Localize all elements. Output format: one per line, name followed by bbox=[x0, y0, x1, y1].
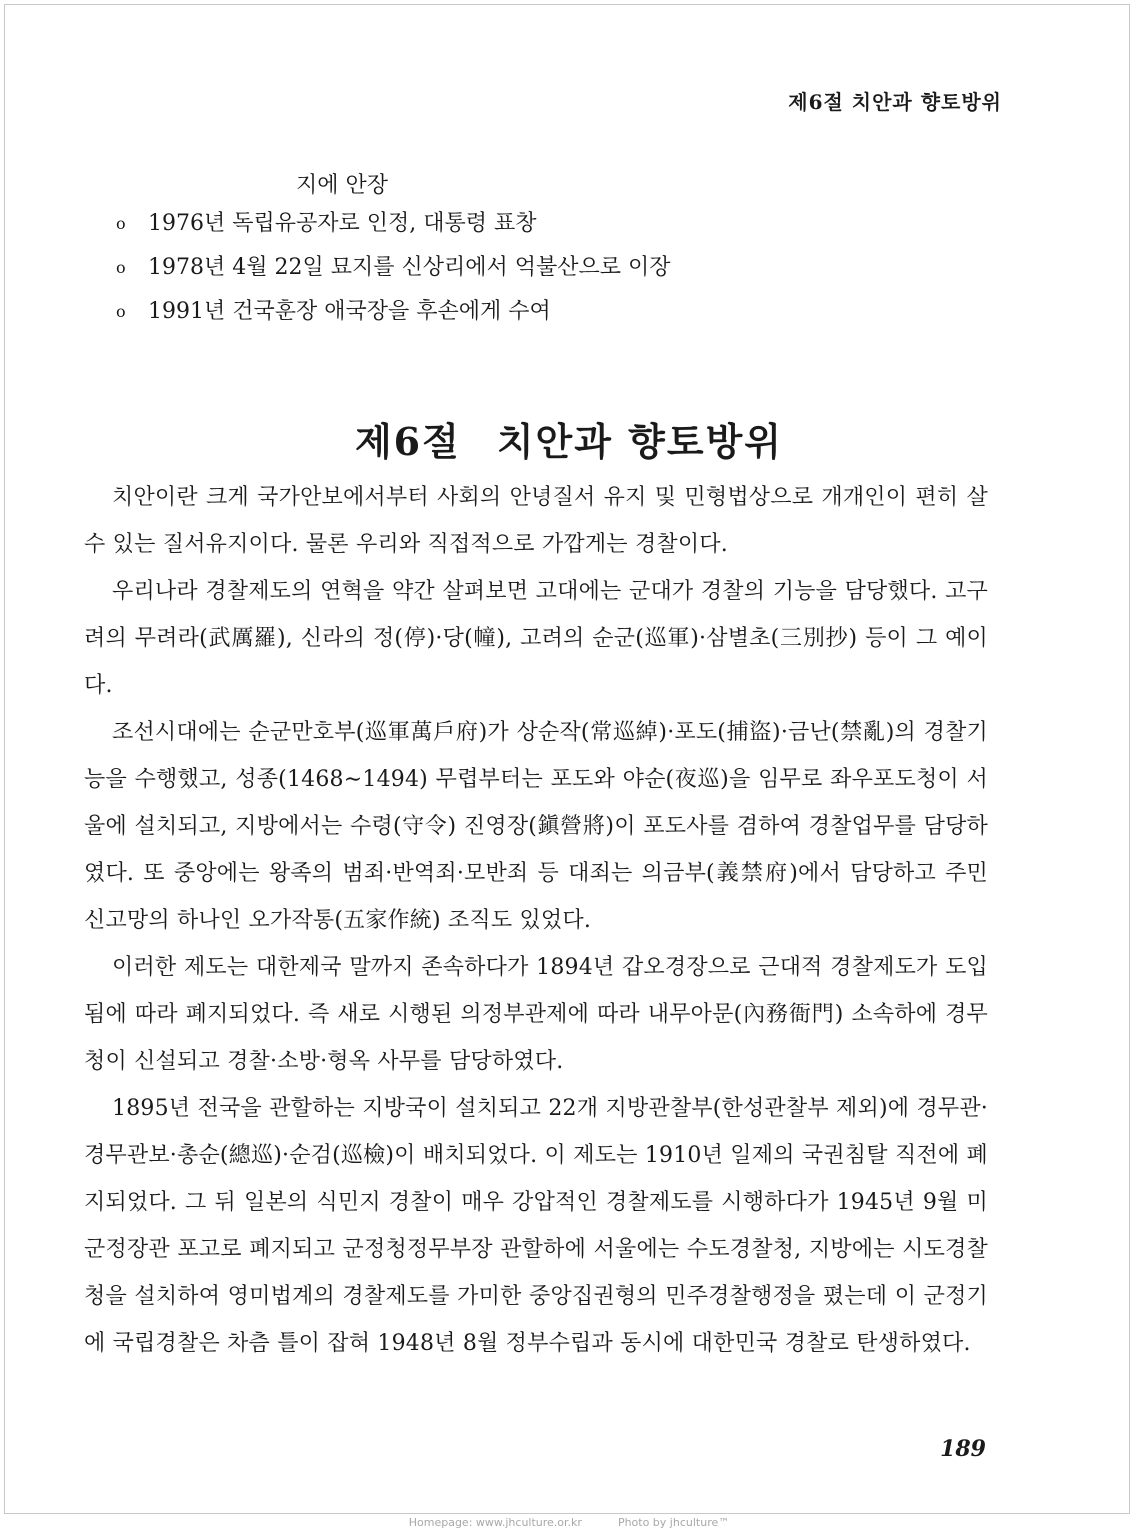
page-number: 189 bbox=[940, 1436, 986, 1462]
list-item-text: 1976년 독립유공자로 인정, 대통령 표창 bbox=[148, 211, 537, 236]
bullet-list bbox=[116, 206, 670, 338]
list-item bbox=[116, 250, 670, 294]
footer-homepage: Homepage: www.jhculture.or.kr bbox=[408, 1516, 582, 1529]
continued-line: 지에 안장 bbox=[296, 173, 389, 198]
list-item-text: 1991년 건국훈장 애국장을 후손에게 수여 bbox=[148, 299, 551, 324]
list-item bbox=[116, 206, 670, 250]
running-head: 제6절 치안과 향토방위 bbox=[788, 90, 1002, 114]
paragraph: 1895년 전국을 관할하는 지방국이 설치되고 22개 지방관찰부(한성관찰부 제외)에 경무관·경무관보·총순(總巡)·순검(巡檢)이 배치되었다. 이 제도는 1910년 일제의 국권침탈 직전에 폐지되었다. 그 뒤 일본의 식민지 경찰이 매우 강압적인 경찰제도를 시행하다가 1945년 9월 미군정장관 포고로 폐지되고 군정청정무부장 관할하에 서울에는 수도경찰청, 지방에는 시도경찰청을 설치하여 영미법계의 경찰제도를 가미한 중앙집권형의 민주경찰행정을 폈는데 이 군정기에 국립경찰은 차츰 틀이 잡혀 1948년 8월 정부수립과 동시에 대한민국 경찰로 탄생하였다. bbox=[84, 1096, 988, 1356]
bullet-marker: o bbox=[116, 214, 126, 233]
footer-photo-credit: Photo by jhculture™ bbox=[617, 1516, 730, 1529]
section-number: 제6절 bbox=[354, 419, 461, 465]
footer-watermark bbox=[0, 1516, 1138, 1529]
paragraph: 조선시대에는 순군만호부(巡軍萬戶府)가 상순작(常巡綽)·포도(捕盜)·금난(禁亂)의 경찰기능을 수행했고, 성종(1468∼1494) 무렵부터는 포도와 야순(夜巡)을 임무로 좌우포도청이 서울에 설치되고, 지방에서는 수령(守令) 진영장(鎭營將)이 포도사를 겸하여 경찰업무를 담당하였다. 또 중앙에는 왕족의 범죄·반역죄·모반죄 등 대죄는 의금부(義禁府)에서 담당하고 주민 신고망의 하나인 오가작통(五家作統) 조직도 있었다. bbox=[84, 720, 988, 933]
bullet-marker: o bbox=[116, 258, 126, 277]
list-item-text: 1978년 4월 22일 묘지를 신상리에서 억불산으로 이장 bbox=[148, 255, 671, 280]
paragraph: 우리나라 경찰제도의 연혁을 약간 살펴보면 고대에는 군대가 경찰의 기능을 담당했다. 고구려의 무려라(武厲羅), 신라의 정(停)·당(幢), 고려의 순군(巡軍)·삼별초(三別抄) 등이 그 예이다. bbox=[84, 579, 988, 698]
section-title bbox=[0, 411, 1138, 466]
body-text bbox=[84, 474, 988, 1367]
list-item bbox=[116, 294, 670, 338]
paragraph: 이러한 제도는 대한제국 말까지 존속하다가 1894년 갑오경장으로 근대적 경찰제도가 도입됨에 따라 폐지되었다. 즉 새로 시행된 의정부관제에 따라 내무아문(內務衙門) 소속하에 경무청이 신설되고 경찰·소방·형옥 사무를 담당하였다. bbox=[84, 955, 988, 1074]
paragraph: 치안이란 크게 국가안보에서부터 사회의 안녕질서 유지 및 민형법상으로 개개인이 편히 살 수 있는 질서유지이다. 물론 우리와 직접적으로 가깝게는 경찰이다. bbox=[84, 485, 988, 557]
bullet-marker: o bbox=[116, 302, 126, 321]
section-heading-text: 치안과 향토방위 bbox=[496, 419, 784, 465]
